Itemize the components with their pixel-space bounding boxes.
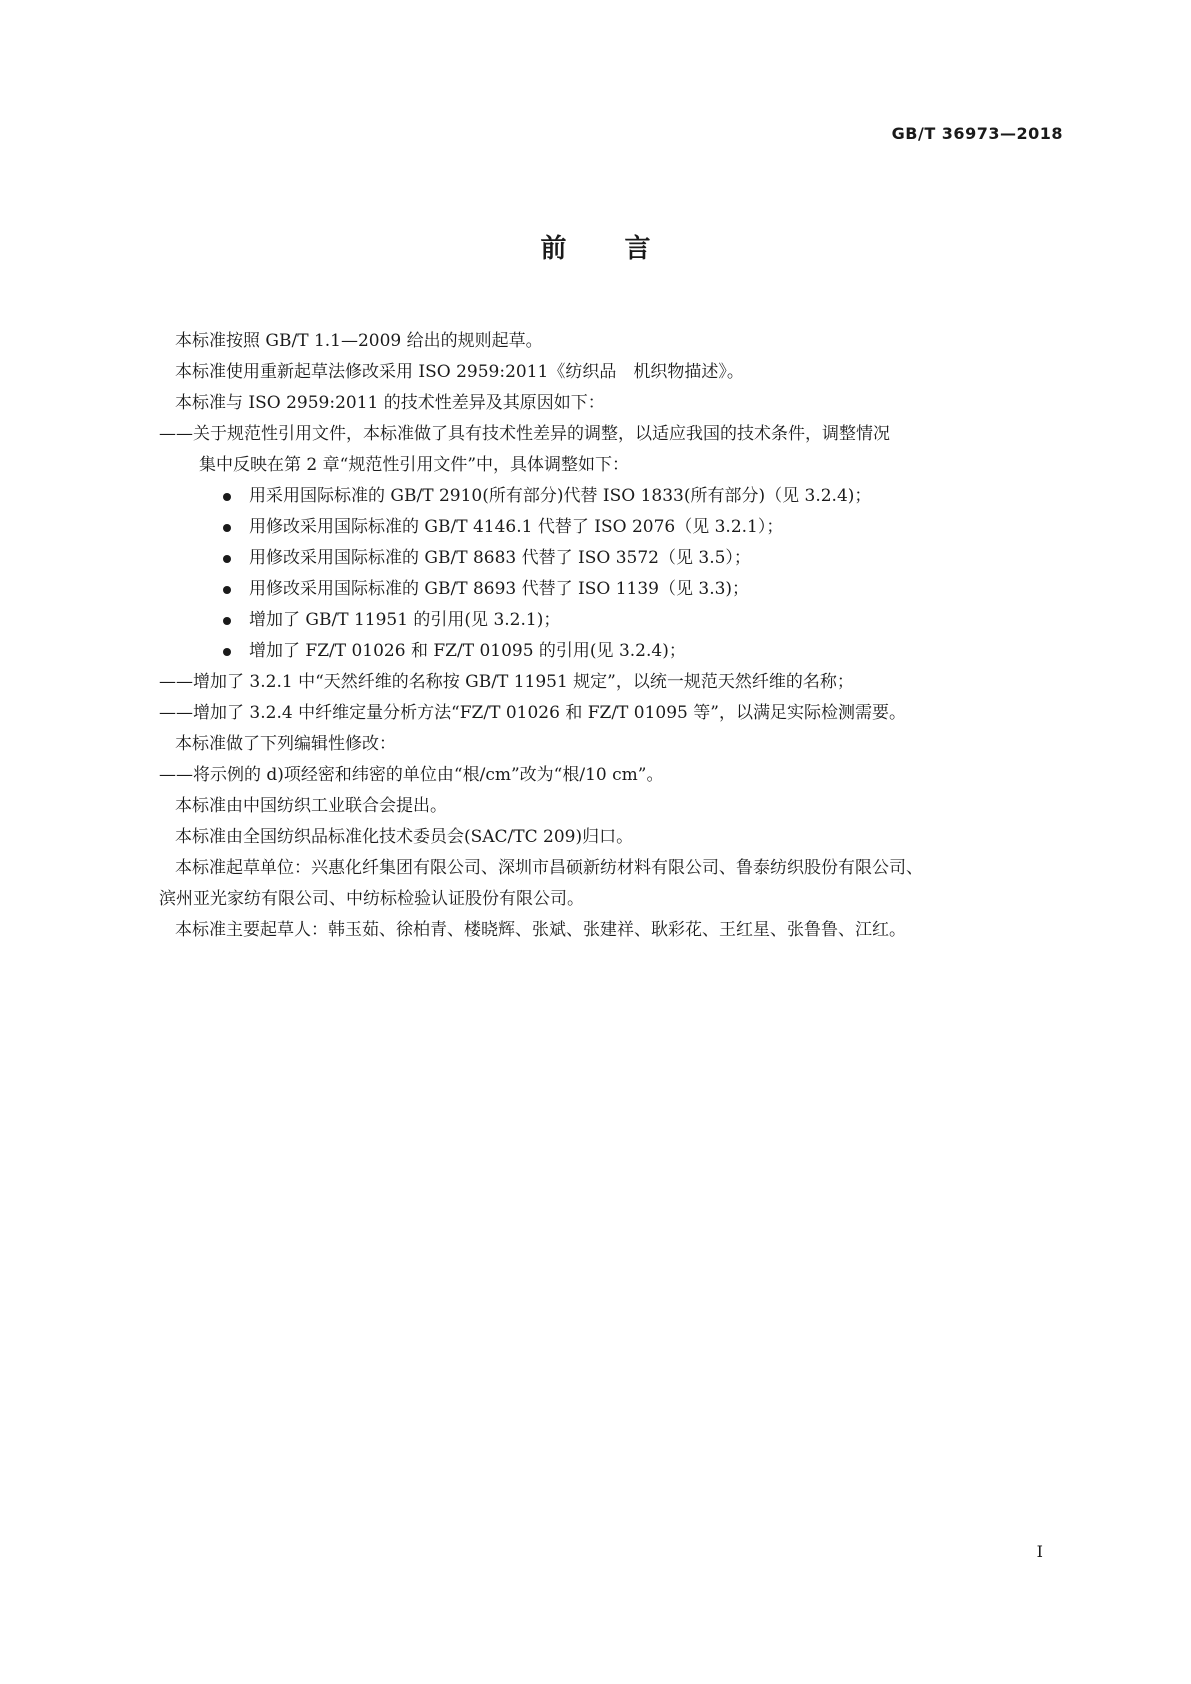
list-item <box>175 605 1075 636</box>
paragraph: 本标准按照 GB/T 1.1—2009 给出的规则起草。 <box>175 331 543 351</box>
page-number: I <box>1036 1542 1043 1561</box>
standard-number: GB/T 36973—2018 <box>891 124 1063 143</box>
list-item <box>175 636 1075 667</box>
paragraph: 本标准主要起草人：韩玉茹、徐柏青、楼晓辉、张斌、张建祥、耿彩花、王红星、张鲁鲁、江红。 <box>175 920 906 940</box>
paragraph: 本标准由全国纺织品标准化技术委员会(SAC/TC 209)归口。 <box>175 827 634 847</box>
bullet-icon <box>223 493 231 501</box>
bullet-icon <box>223 555 231 563</box>
list-item-text: 用修改采用国际标准的 GB/T 8683 代替了 ISO 3572（见 3.5）； <box>249 548 751 568</box>
paragraph: 本标准由中国纺织工业联合会提出。 <box>175 796 447 816</box>
bullet-icon <box>223 648 231 656</box>
list-item <box>175 481 1075 512</box>
dash-item: ——将示例的 d)项经密和纬密的单位由“根/cm”改为“根/10 cm”。 <box>159 765 664 785</box>
list-item-text: 增加了 GB/T 11951 的引用(见 3.2.1)； <box>249 610 561 630</box>
list-item-text: 用修改采用国际标准的 GB/T 4146.1 代替了 ISO 2076（见 3.2.1）； <box>249 517 784 537</box>
paragraph: 本标准起草单位：兴惠化纤集团有限公司、深圳市昌硕新纺材料有限公司、鲁泰纺织股份有限公司、 <box>175 858 923 878</box>
foreword-body <box>159 326 1075 946</box>
list-item-text: 用修改采用国际标准的 GB/T 8693 代替了 ISO 1139（见 3.3)； <box>249 579 750 599</box>
bullet-icon <box>223 586 231 594</box>
bullet-icon <box>223 524 231 532</box>
paragraph: 本标准与 ISO 2959:2011 的技术性差异及其原因如下： <box>175 393 605 413</box>
bullet-icon <box>223 617 231 625</box>
dash-item-continuation: 集中反映在第 2 章“规范性引用文件”中，具体调整如下： <box>199 455 630 475</box>
dash-item: ——关于规范性引用文件，本标准做了具有技术性差异的调整，以适应我国的技术条件，调整情况 <box>159 424 890 444</box>
list-item <box>175 543 1075 574</box>
page-title: 前言 <box>540 234 709 264</box>
list-item <box>175 512 1075 543</box>
paragraph-continuation: 滨州亚光家纺有限公司、中纺标检验认证股份有限公司。 <box>159 889 584 909</box>
list-item <box>175 574 1075 605</box>
paragraph: 本标准做了下列编辑性修改： <box>175 734 396 754</box>
paragraph: 本标准使用重新起草法修改采用 ISO 2959:2011《纺织品 机织物描述》。 <box>175 362 744 382</box>
dash-item: ——增加了 3.2.4 中纤维定量分析方法“FZ/T 01026 和 FZ/T 01095 等”，以满足实际检测需要。 <box>159 703 906 723</box>
list-item-text: 增加了 FZ/T 01026 和 FZ/T 01095 的引用(见 3.2.4)； <box>249 641 686 661</box>
list-item-text: 用采用国际标准的 GB/T 2910(所有部分)代替 ISO 1833(所有部分)（见 3.2.4)； <box>249 486 872 506</box>
dash-item: ——增加了 3.2.1 中“天然纤维的名称按 GB/T 11951 规定”，以统一规范天然纤维的名称； <box>159 672 854 692</box>
